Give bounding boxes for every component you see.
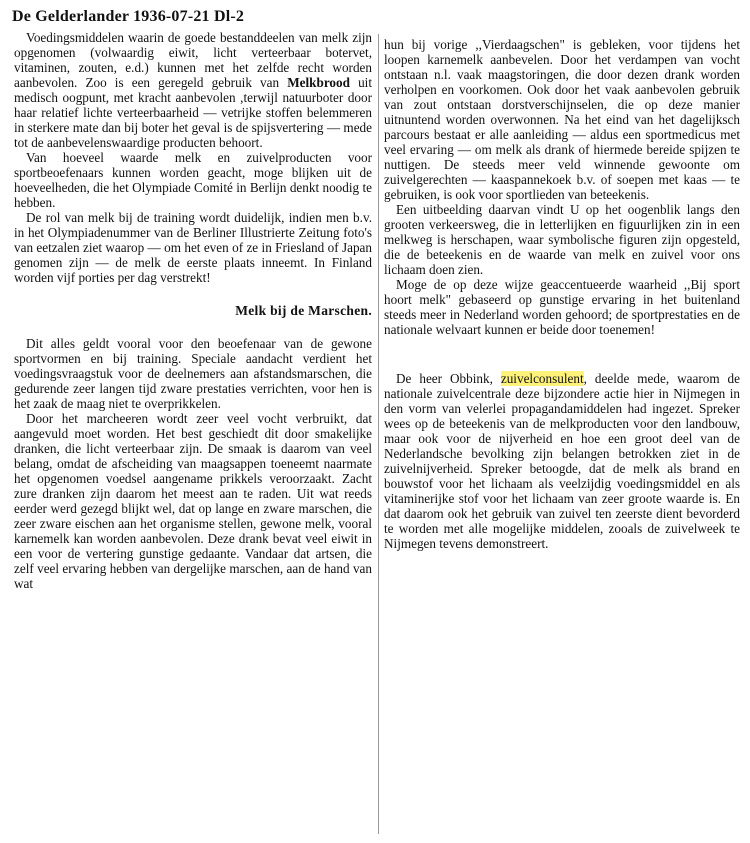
melkbrood-term: Melkbrood bbox=[287, 75, 350, 90]
paragraph-3: De rol van melk bij de training wordt duidelijk, indien men b.v. in het Olympiadenummer van de Berliner Illustrierte Zeitung foto's van eetzalen ziet waarop — om het even of ze in Friesland of Japan genomen zijn — de melk de eerste plaats inneemt. In Finland worden vijf porties per dag verstrekt! bbox=[14, 210, 372, 285]
column-divider bbox=[378, 34, 379, 834]
paragraph-9-text-a: De heer Obbink, bbox=[396, 371, 501, 386]
paragraph-7: Een uitbeelding daarvan vindt U op het oogenblik langs den grooten verkeersweg, die in letterlijken en figuurlijken zin in een melkweg is herschapen, waar symbolische figuren zijn opgesteld, die de beteekenis en de waarde van melk en zuivel voor ons lichaam doen zien. bbox=[384, 202, 740, 277]
paragraph-6: hun bij vorige ,,Vierdaagschen" is gebleken, voor tijdens het loopen karnemelk aanbevelen. Door het verdampen van vocht ontstaan n.l. vaak maagstoringen, die door dezen drank worden verholpen en voorkomen. Ook door het vaak aanbevolen gebruik van zout ontstaan dorstverschijnselen, die op deze manier uitnuntend worden overwonnen. Na het eind van het dagelijksch parcours bestaat er alle aanleiding — aldus een sportmedicus met veel ervaring — om melk als drank of hiermede bereide spijzen te nuttigen. De steeds meer veld winnende gewoonte om zuivelgerechten — kaaspannekoek b.v. of soepen met kaas — te gebruiken, is ook voor sportlieden van beteekenis. bbox=[384, 37, 740, 202]
paragraph-4: Dit alles geldt vooral voor den beoefenaar van de gewone sportvormen en bij training. Speciale aandacht verdient het voedingsvraagstuk voor de deelnemers aan afstandsmarschen, die gedurende zeer langen tijd zware prestaties verrichten, voor hen is het zaak de maag niet te overprikkelen. bbox=[14, 336, 372, 411]
paragraph-5: Door het marcheeren wordt zeer veel vocht verbruikt, dat aangevuld moet worden. Het best geschiedt dit door smakelijke dranken, die licht verteerbaar zijn. De smaak is daarom van veel belang, omdat de afscheiding van maagsappen toeneemt naarmate het opgenomen voedsel aangename prikkels veroorzaakt. Zacht zure dranken zijn daarom het meest aan te raden. Uit wat reeds eerder werd gezegd blijkt wel, dat op lange en zware marschen, die zeer zware eischen aan het organisme stellen, gewone melk, vooral karnemelk kan worden aanbevolen. Deze drank bevat veel eiwit in een voor de vertering gunstige gedaante. Vandaar dat artsen, die zelf veel ervaring hebben van dergelijke marschen, aan de hand van wat bbox=[14, 411, 372, 591]
paragraph-2: Van hoeveel waarde melk en zuivelproducten voor sportbeoefenaars kunnen worden geacht, moge blijken uit de hoeveelheden, die het Olympiade Comité in Berlijn denkt noodig te hebben. bbox=[14, 150, 372, 210]
page-title: De Gelderlander 1936-07-21 Dl-2 bbox=[12, 8, 245, 25]
highlighted-term: zuivelconsulent bbox=[500, 371, 584, 386]
left-column bbox=[14, 30, 372, 591]
section-subheading: Melk bij de Marschen. bbox=[235, 303, 372, 318]
paragraph-8: Moge de op deze wijze geaccentueerde waarheid ,,Bij sport hoort melk" gebaseerd op gunstige ervaring in het buitenland steeds meer in Nederland worden gehoord; de sportprestaties en de nationale welvaart kunnen er beide door toenemen! bbox=[384, 277, 740, 337]
paragraph-1-text-b: uit medisch oogpunt, met kracht aanbevolen ,terwijl natuurboter door haar relatief lichte verteerbaarheid — vetrijke stoffen belemmeren in sterkere mate dan bij boter het geval is de spijsvertering — mede tot de aanbevelenswaardige producten behoort. bbox=[14, 75, 373, 150]
paragraph-1 bbox=[14, 30, 372, 150]
spacer bbox=[384, 337, 740, 371]
paragraph-9-text-b: , deelde mede, waarom de nationale zuivelcentrale deze bijzondere actie hier in Nijmegen in den vorm van velerlei propagandamiddelen had ingezet. Spreker wees op de beteekenis van de melkproducten voor den landbouw, maar ook voor de nijverheid en hoe een groot deel van de Nederlandsche bevolking zijn belangen betrokken ziet in de zuivelnijverheid. Spreker betoogde, dat de melk als brand en bouwstof voor het lichaam als veelzijdig voedingsmiddel en als vitaminerijke stof voor het lichaam van zeer groote waarde is. En dat daarom ook het gebruik van zuivel ten zeerste dient bevorderd te worden met alle mogelijke middelen, zooals de zuivelweek te Nijmegen tevens demonstreert. bbox=[384, 371, 741, 551]
right-column bbox=[384, 37, 740, 551]
paragraph-9 bbox=[384, 371, 740, 551]
paragraph-1-text-a: Voedingsmiddelen waarin de goede bestanddeelen van melk zijn opgenomen (volwaardig eiwit, licht verteerbaar botervet, vitaminen, zouten, e.d.) kunnen met het zelfde recht worden aanbevolen. Zoo is een geregeld gebruik van bbox=[14, 30, 372, 90]
